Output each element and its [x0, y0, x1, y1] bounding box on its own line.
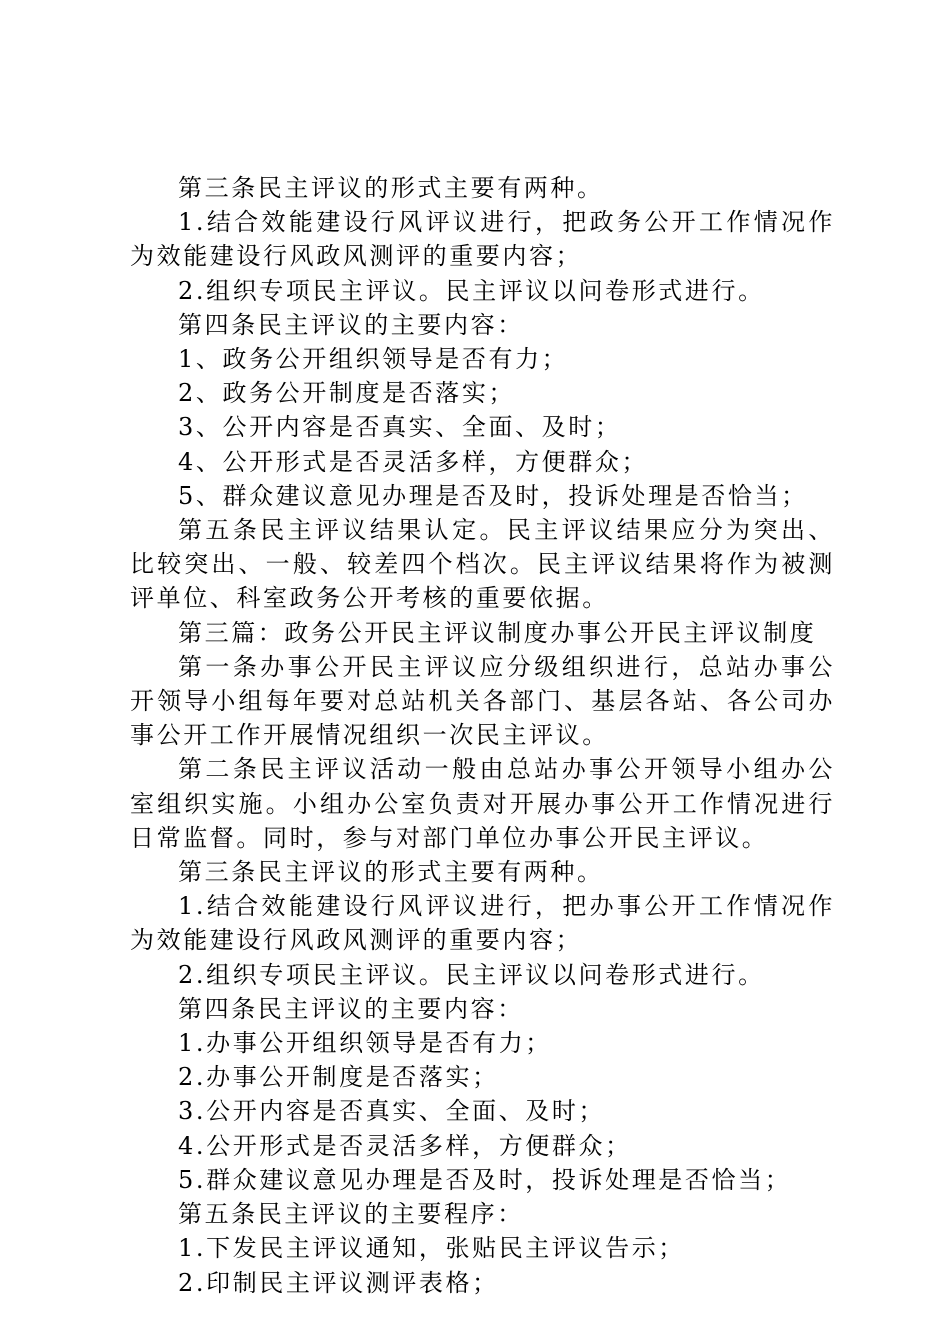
- paragraph: 1.下发民主评议通知，张贴民主评议告示；: [178, 1234, 685, 1263]
- paragraph: 5、群众建议意见办理是否及时，投诉处理是否恰当；: [178, 481, 808, 510]
- paragraph: 1.办事公开组织领导是否有力；: [178, 1029, 552, 1058]
- paragraph: 5.群众建议意见办理是否及时，投诉处理是否恰当；: [178, 1165, 792, 1194]
- paragraph: 第三条民主评议的形式主要有两种。: [178, 174, 604, 202]
- paragraph: 第一条办事公开民主评议应分级组织进行，总站办事公开领导小组每年要对总站机关各部门、基层各站、各公司办事公开工作开展情况组织一次民主评议。: [130, 652, 835, 750]
- paragraph: 1.结合效能建设行风评议进行，把办事公开工作情况作为效能建设行风政风测评的重要内容；: [130, 892, 835, 955]
- paragraph: 2.组织专项民主评议。民主评议以问卷形式进行。: [178, 276, 765, 305]
- paragraph: 第五条民主评议的主要程序：: [178, 1200, 524, 1229]
- paragraph: 第四条民主评议的主要内容：: [178, 994, 524, 1023]
- paragraph: 2.印制民主评议测评表格；: [178, 1268, 499, 1297]
- paragraph: 1.结合效能建设行风评议进行，把政务公开工作情况作为效能建设行风政风测评的重要内容；: [130, 208, 835, 271]
- document-body: [130, 171, 835, 1300]
- paragraph: 1、政务公开组织领导是否有力；: [178, 345, 569, 374]
- paragraph: 2.组织专项民主评议。民主评议以问卷形式进行。: [178, 960, 765, 989]
- paragraph: 2.办事公开制度是否落实；: [178, 1063, 499, 1092]
- paragraph: 第二条民主评议活动一般由总站办事公开领导小组办公室组织实施。小组办公室负责对开展办事公开工作情况进行日常监督。同时，参与对部门单位办事公开民主评议。: [130, 755, 835, 852]
- paragraph: 2、政务公开制度是否落实；: [178, 379, 516, 408]
- paragraph: 第四条民主评议的主要内容：: [178, 310, 524, 339]
- paragraph: 第三条民主评议的形式主要有两种。: [178, 858, 604, 887]
- paragraph: 3.公开内容是否真实、全面、及时；: [178, 1097, 606, 1126]
- section-heading: 第三篇：政务公开民主评议制度办事公开民主评议制度: [178, 618, 817, 647]
- paragraph: 4.公开形式是否灵活多样，方便群众；: [178, 1131, 632, 1160]
- paragraph: 第五条民主评议结果认定。民主评议结果应分为突出、比较突出、一般、较差四个档次。民主评议结果将作为被测评单位、科室政务公开考核的重要依据。: [130, 516, 835, 613]
- paragraph: 4、公开形式是否灵活多样，方便群众；: [178, 447, 649, 476]
- paragraph: 3、公开内容是否真实、全面、及时；: [178, 413, 622, 442]
